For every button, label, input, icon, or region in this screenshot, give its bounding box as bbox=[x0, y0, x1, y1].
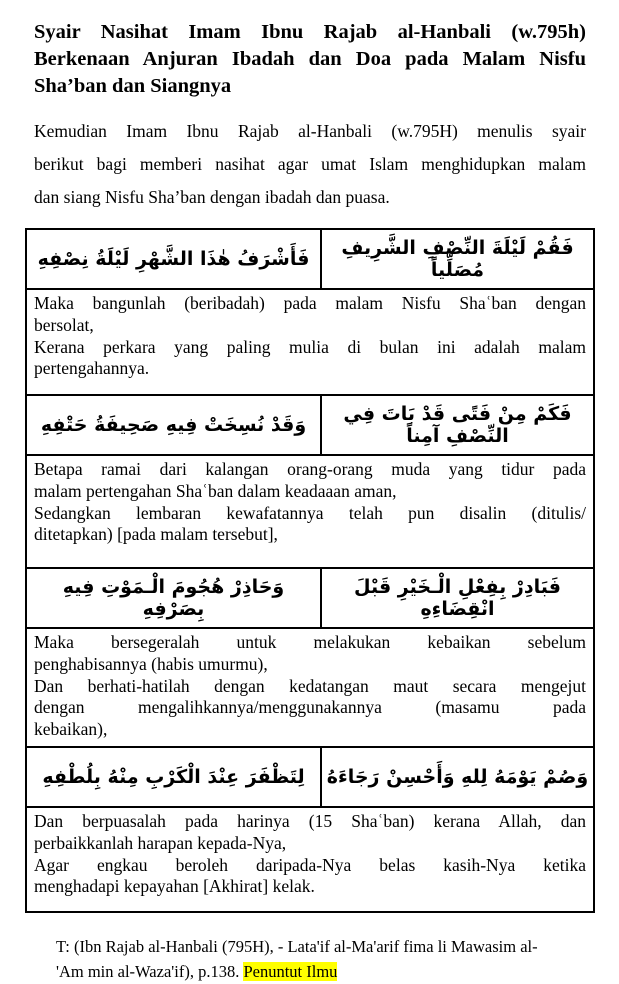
intro-line: Kemudian Imam Ibnu Rajab al-Hanbali (w.795H) menulis syair bbox=[34, 121, 586, 141]
translation-row bbox=[26, 289, 594, 395]
translation-line: dengan mengalihkannya/menggunakannya (masamu pada bbox=[34, 697, 586, 718]
verse-row bbox=[26, 747, 594, 807]
translation-line: Sedangkan lembaran kewafatannya telah pun disalin (ditulis/ bbox=[34, 502, 586, 523]
intro-line: berikut bagi memberi nasihat agar umat Islam menghidupkan malam bbox=[34, 154, 586, 174]
translation-line: bersolat, bbox=[34, 314, 94, 335]
translation-line: ditetapkan) [pada malam tersebut], bbox=[34, 524, 278, 545]
translation-line: Maka bersegeralah untuk melakukan kebaikan sebelum bbox=[34, 632, 586, 652]
verse-4-second-hemistich: لِتَظْفَرَ عِنْدَ الْكَرْبِ مِنْهُ بِلُطْفِهِ bbox=[26, 747, 321, 807]
verse-row bbox=[26, 568, 594, 628]
citation-line: T: (Ibn Rajab al-Hanbali (795H), - Lata'if al-Ma'arif fima li Mawasim al- bbox=[56, 936, 538, 956]
translation-line: menghadapi kepayahan [Akhirat] kelak. bbox=[34, 876, 315, 897]
translation-row bbox=[26, 807, 594, 912]
verse-2-first-hemistich: فَكَمْ مِنْ فَتًى قَدْ بَاتَ فِي النِّصْفِ آمِناً bbox=[321, 395, 594, 455]
verse-2-second-hemistich: وَقَدْ نُسِخَتْ فِيهِ صَحِيفَةُ حَتْفِهِ bbox=[26, 395, 321, 455]
citation-line bbox=[56, 959, 592, 984]
verse-row bbox=[26, 229, 594, 289]
translation-line: pertengahannya. bbox=[34, 358, 150, 379]
citation bbox=[56, 934, 592, 984]
intro-paragraph bbox=[34, 115, 586, 214]
verse-3-first-hemistich: فَبَادِرْ بِفِعْلِ الْـخَيْرِ قَبْلَ انْقِضَاءِهِ bbox=[321, 568, 594, 628]
translation-row bbox=[26, 628, 594, 747]
translation-line: Dan berpuasalah pada harinya (15 Shaʿban) kerana Allah, dan bbox=[34, 810, 586, 831]
verse-1-second-hemistich: فَأَشْرَفُ هٰذَا الشَّهْرِ لَيْلَةُ نِصْفِهِ bbox=[26, 229, 321, 289]
verse-4-translation bbox=[26, 807, 594, 912]
verse-1-first-hemistich: فَقُمْ لَيْلَةَ النِّصْفِ الشَّرِيفِ مُصَلِّياً bbox=[321, 229, 594, 289]
translation-line: Dan berhati-hatilah dengan kedatangan maut secara mengejut bbox=[34, 675, 586, 696]
translation-line: penghabisannya (habis umurmu), bbox=[34, 653, 268, 674]
intro-line: dan siang Nisfu Sha’ban dengan ibadah dan puasa. bbox=[34, 187, 390, 207]
translation-line: perbaikkanlah harapan kepada-Nya, bbox=[34, 832, 287, 853]
translation-row bbox=[26, 455, 594, 568]
translation-line: Betapa ramai dari kalangan orang-orang muda yang tidur pada bbox=[34, 459, 586, 479]
verse-2-translation bbox=[26, 455, 594, 568]
verse-3-second-hemistich: وَحَاذِرْ هُجُومَ الْـمَوْتِ فِيهِ بِصَرْفِهِ bbox=[26, 568, 321, 628]
translation-line: Kerana perkara yang paling mulia di bulan ini adalah malam bbox=[34, 336, 586, 357]
translation-line: malam pertengahan Shaʿban dalam keadaaan aman, bbox=[34, 480, 397, 501]
translation-line: Agar engkau beroleh daripada-Nya belas kasih-Nya ketika bbox=[34, 854, 586, 875]
highlight-penuntut-ilmu: Penuntut Ilmu bbox=[243, 961, 338, 981]
translation-line: kebaikan), bbox=[34, 719, 108, 740]
verse-row bbox=[26, 395, 594, 455]
document-title bbox=[34, 19, 586, 100]
verse-3-translation bbox=[26, 628, 594, 747]
title-line: Syair Nasihat Imam Ibnu Rajab al-Hanbali (w.795h) bbox=[34, 21, 586, 43]
verse-4-first-hemistich: وَصُمْ يَوْمَهُ لِلهِ وَأَحْسِنْ رَجَاءَهُ bbox=[321, 747, 594, 807]
citation-line-prefix: 'Am min al-Waza'if), p.138. bbox=[56, 961, 244, 981]
verse-table bbox=[25, 228, 595, 913]
title-line: Berkenaan Anjuran Ibadah dan Doa pada Malam Nisfu bbox=[34, 48, 586, 70]
translation-line: Maka bangunlah (beribadah) pada malam Nisfu Shaʿban dengan bbox=[34, 293, 586, 313]
title-line: Sha’ban dan Siangnya bbox=[34, 75, 232, 97]
verse-1-translation bbox=[26, 289, 594, 395]
